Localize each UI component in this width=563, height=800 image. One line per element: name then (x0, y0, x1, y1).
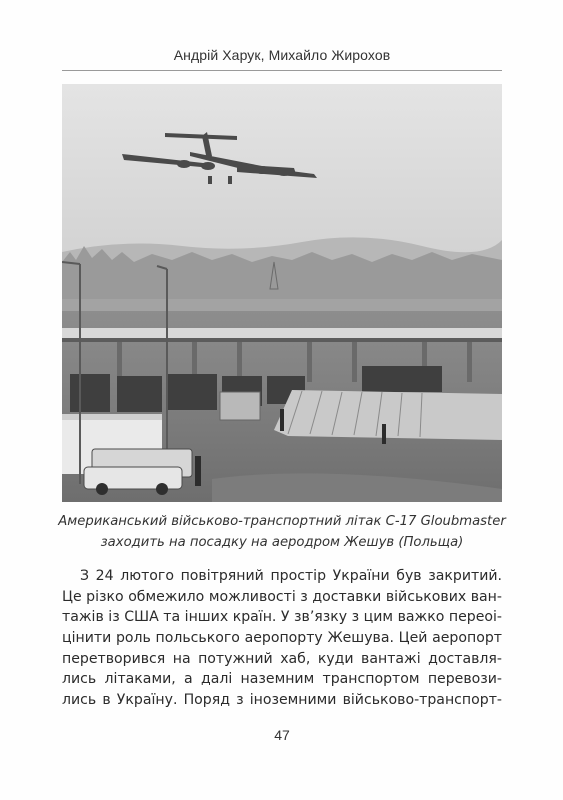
caption-line: Американський військово-транспортний літак C-17 Gloubmaster (58, 514, 506, 529)
running-head: Андрій Харук, Михайло Жирохов (173, 47, 391, 63)
caption-line: заходить на посадку на аеродром Жешув (Польща) (100, 535, 464, 550)
body-line: лись в Україну. Поряд з іноземними військово-транспорт- (62, 692, 502, 709)
page-number: 47 (274, 727, 290, 743)
figure-caption (54, 511, 510, 553)
header-rule (62, 70, 502, 71)
aircraft-photo (62, 84, 502, 502)
body-line: лись літаками, а далі наземним транспортом перевози- (62, 671, 502, 688)
body-line: цінити роль польського аеропорту Жешува. Цей аеропорт (62, 630, 502, 647)
body-line: перетворився на потужний хаб, куди вантажі доставля- (62, 650, 502, 667)
body-line: тажів із США та інших країн. У зв’язку з цим важко переоі- (62, 609, 502, 626)
body-line: Це різко обмежило можливості з доставки військових ван- (62, 588, 502, 605)
body-paragraph (62, 566, 502, 711)
body-line: З 24 лютого повітряний простір України був закритий. (80, 568, 502, 584)
